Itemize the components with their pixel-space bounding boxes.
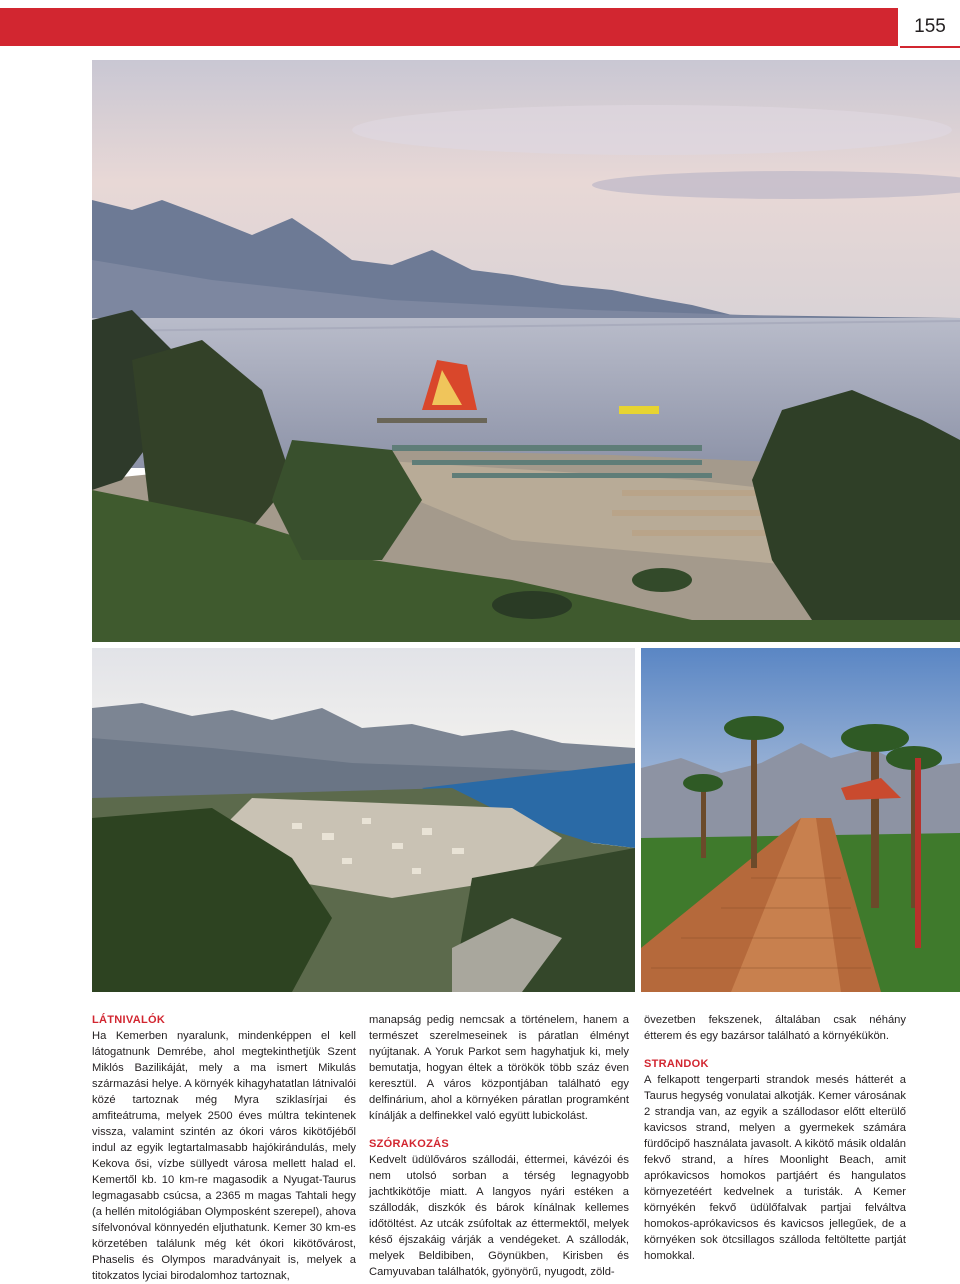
page-number: 155	[900, 8, 960, 48]
kemer-bay-beach-photo	[92, 60, 960, 642]
szorakozas-paragraph-cont: övezetben fekszenek, általában csak néhány étterem és egy bazársor található a környékükön.	[644, 1014, 906, 1042]
section-heading-szorakozas: SZÓRAKOZÁS	[369, 1138, 449, 1150]
section-heading-latnivalok: LÁTNIVALÓK	[92, 1014, 166, 1026]
strandok-paragraph: A felkapott tengerparti strandok mesés hátterét a Taurus hegység vonulatai alkotják. Kemer városának 2 strandja van, az egyik a szállodasor előtt elterülő kavicsos strand, melyen a gyermekek számára fürdőcipő használata javasolt. A kikötő másik oldalán fekvő strand, a híres Moonlight Beach, amit aprókavicsos homokos partjáért és hangulatos környezetéért kedvelnek a turisták. A Kemer környékén fekvő üdülőfalvak partjai felváltva homokos-aprókavicsos és kavicsos jellegűek, de a környéken sok ötcsillagos szálloda feltöltette partját homokkal.	[644, 1074, 906, 1262]
szorakozas-paragraph: Kedvelt üdülőváros szállodái, éttermei, kávézói és nem utolsó sorban a térség legnagyobb jachtkikötője miatt. A langyos nyári estéken a szállodák, diszkók és bárok kínálnak kellemes időtöltést. Az utcák zsúfoltak az éttermektől, melyek késő éjszakáig várják a vendégeket. A szállodák, melyek Beldibiben, Göynükben, Kirisben és Camyuvaban találhatók, gyönyörű, nyugodt, zöld-	[369, 1154, 629, 1278]
section-heading-strandok: STRANDOK	[644, 1058, 709, 1070]
latnivalok-paragraph-cont: manapság pedig nemcsak a történelem, hanem a természet szerelmeseinek is páratlan élményt nyújtanak. A Yoruk Parkot sem hagyhatjuk ki, mely bemutatja, hogyan éltek a törökök több száz éven keresztül. A város központjában található egy delfinárium, ahol a környéken páratlan programként kínálják a delfinekkel való együtt lubickolást.	[369, 1014, 629, 1122]
text-column-2	[369, 1012, 629, 1280]
text-column-3	[644, 1012, 906, 1264]
header-bar	[0, 8, 898, 46]
kemer-town-aerial-photo	[92, 648, 635, 992]
text-column-1	[92, 1012, 356, 1284]
palm-promenade-photo	[641, 648, 960, 992]
latnivalok-paragraph: Ha Kemerben nyaralunk, mindenképpen el kell látogatnunk Demrébe, ahol megtekinthetjük Szent Miklós Bazilikáját, mely a ma ismert Mikulás származási helye. A környék kihagyhatatlan látnivalói közé tartoznak még Myra sziklasírjai és amfiteátruma, melyek 2500 éves múltra tekintenek vissza, valamint szintén az ókori város kikötőjéből indul az egyik legtartalmasabb hajókirándulás, mely Kekova ősi, vízbe süllyedt városa mellett halad el. Kemertől kb. 10 km-re magasodik a Nyugat-Taurus legmagasabb csúcsa, a 2365 m magas Tahtali hegy (a hellén mitológiában Olymposként szerepel), ahova sífelvonóval könnyedén eljuthatunk. Kemer 30 km-es körzetében találunk még két ókori kikötővárost, Phaselis és Olympos maradványait is, melyek a titokzatos lyciai birodalomhoz tartoznak,	[92, 1030, 356, 1282]
